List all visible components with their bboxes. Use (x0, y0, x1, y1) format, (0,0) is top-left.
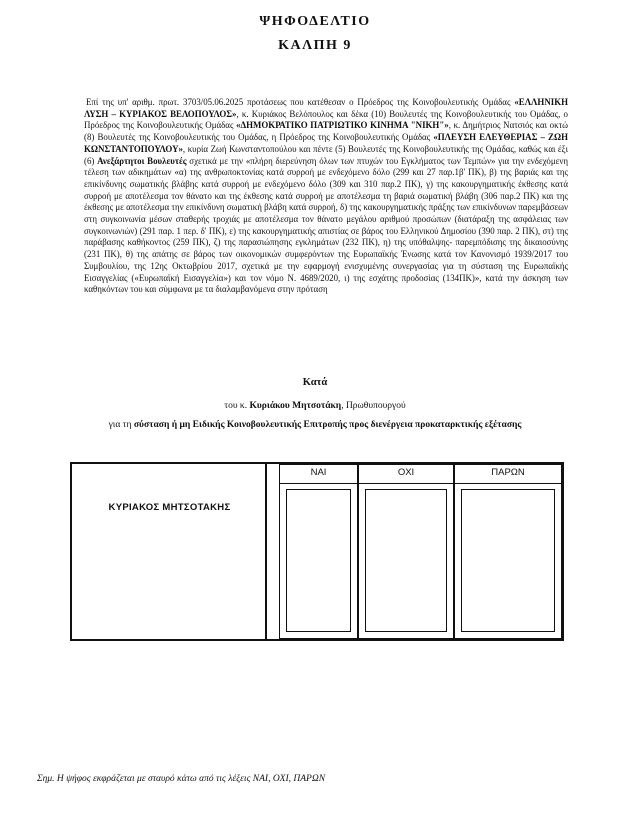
against-label: Κατά (302, 377, 328, 388)
vote-column-no (358, 464, 454, 639)
ballot-box-number: ΚΑΛΠΗ 9 (278, 38, 352, 53)
footer-note: Σημ. Η ψήφος εκφράζεται με σταυρό κάτω από τις λέξεις ΝΑΙ, ΟΧΙ, ΠΑΡΩΝ (37, 774, 326, 784)
against-prefix: του κ. (224, 401, 250, 411)
header-divider (455, 483, 561, 484)
vote-option-present-label: ΠΑΡΩΝ (491, 467, 525, 478)
purpose-line (0, 420, 630, 430)
vote-table (70, 462, 564, 641)
proposal-text-3: , κ. Δημήτριος Νατσιός και οκτώ (8) Βουλευτές της Κοινοβουλευτικής του Ομάδας, η Πρόεδρος της Κοινοβουλευτικής Ομάδας (84, 120, 568, 143)
header-divider (359, 483, 453, 484)
candidate-name: ΚΥΡΙΑΚΟΣ ΜΗΤΣΟΤΑΚΗΣ (108, 502, 231, 513)
vote-box-present[interactable] (461, 489, 555, 632)
proposal-text-2: , κ. Κυριάκος Βελόπουλος και δέκα (10) Βουλευτές της Κοινοβουλευτικής του Ομάδας, ο Πρόεδρος της Κοινοβουλευτικής Ομάδας (84, 108, 568, 131)
vote-column-yes (279, 464, 358, 639)
independent-mps: Ανεξάρτητοι Βουλευτές (97, 155, 187, 166)
against-role: , Πρωθυπουργού (341, 401, 406, 411)
vote-option-yes-label: ΝΑΙ (310, 467, 327, 478)
candidate-cell (72, 464, 267, 639)
against-person-line (0, 401, 630, 411)
proposal-text-5: σχετικά με την «πλήρη διερεύνηση όλων των πτυχών του Εγκλήματος των Τεμπών» για την ενδεχόμενη τέλεση των αδικημάτων «α) της ανθρωποκτονίας κατά συρροή με ενδεχόμενο δόλο (299 και 27 παρ.1β' ΠΚ), β) της βαριάς και της επικίνδυνης σωματικής βλάβης κατά συρροή με ενδεχόμενο δόλο (309 και 310 παρ.2 ΠΚ), γ) της κακουργηματικής έκθεσης κατά συρροή με αποτέλεσμα τον θάνατο και της έκθεσης κατά συρροή με αποτέλεσμα τη βαριά σωματική βλάβη (306 παρ.2 ΠΚ) και της έκθεσης με αποτέλεσμα την επικίνδυνη σωματική βλάβη κατά συρροή, δ) της κακουργηματικής πράξης των επικίνδυνων παρεμβάσεων στη συγκοινωνία μέσων σταθερής τροχιάς με αποτέλεσμα τον θάνατο μεγάλου αριθμού προσώπων (διατάραξη της ασφάλειας των συγκοινωνιών) (291 παρ. 1 περ. δ' ΠΚ), ε) της κακουργηματικής απιστίας σε βάρος του Ελληνικού Δημοσίου (390 παρ. 2 ΠΚ), στ) της παράβασης καθήκοντος (259 ΠΚ), ζ) της παρασιώπησης εγκλημάτων (232 ΠΚ), η) της υπόθαλψης- παρεμπόδισης της δικαιοσύνης (231 ΠΚ), θ) της απάτης σε βάρος των οικονομικών συμφερόντων της Ευρωπαϊκής Ένωσης κατά τον Κανονισμό 1939/2017 του Συμβουλίου, της 12ης Οκτωβρίου 2017, σχετικά με την εφαρμογή ενισχυμένης συνεργασίας για τη σύσταση της Ευρωπαϊκής Εισαγγελίας («Ευρωπαϊκή Εισαγγελία») και τον νόμο Ν. 4689/2020, ι) της εσχάτης προδοσίας (134ΠΚ)», κατά την άσκηση των καθηκόντων του και σύμφωνα με τα διαλαμβανόμενα στην πρόταση (84, 155, 568, 295)
party-elliniki-lysi: «ΕΛΛΗΝΙΚΗ ΛΥΣΗ – ΚΥΡΙΑΚΟΣ ΒΕΛΟΠΟΥΛΟΣ» (84, 97, 568, 119)
party-niki: «ΔΗΜΟΚΡΑΤΙΚΟ ΠΑΤΡΙΩΤΙΚΟ ΚΙΝΗΜΑ "ΝΙΚΗ"» (236, 120, 449, 131)
vote-box-no[interactable] (365, 489, 447, 632)
purpose-text: σύσταση ή μη Ειδικής Κοινοβουλευτικής Επιτροπής προς διενέργεια προκαταρκτικής εξέτασης (133, 420, 522, 430)
proposal-intro: Επί της υπ' αριθμ. πρωτ. 3703/05.06.2025 προτάσεως που κατέθεσαν ο Πρόεδρος της Κοινοβουλευτικής Ομάδας (86, 97, 515, 107)
party-plefsi-eleftherias: «ΠΛΕΥΣΗ ΕΛΕΥΘΕΡΙΑΣ – ΖΩΗ ΚΩΝΣΤΑΝΤΟΠΟΥΛΟΥ» (84, 132, 568, 154)
vote-box-yes[interactable] (286, 489, 351, 632)
against-person: Κυριάκου Μητσοτάκη (249, 401, 342, 411)
purpose-prefix: για τη (108, 420, 134, 430)
ballot-title: ΨΗΦΟΔΕΛΤΙΟ (259, 14, 371, 29)
vote-option-no-label: ΟΧΙ (397, 467, 415, 478)
vote-column-present (454, 464, 562, 639)
proposal-text-4: , κυρία Ζωή Κωνσταντοπούλου και πέντε (5) Βουλευτές της Κοινοβουλευτικής της Ομάδας, καθώς και έξι (6) (84, 143, 568, 166)
header-divider (280, 483, 357, 484)
proposal-text (84, 97, 568, 296)
